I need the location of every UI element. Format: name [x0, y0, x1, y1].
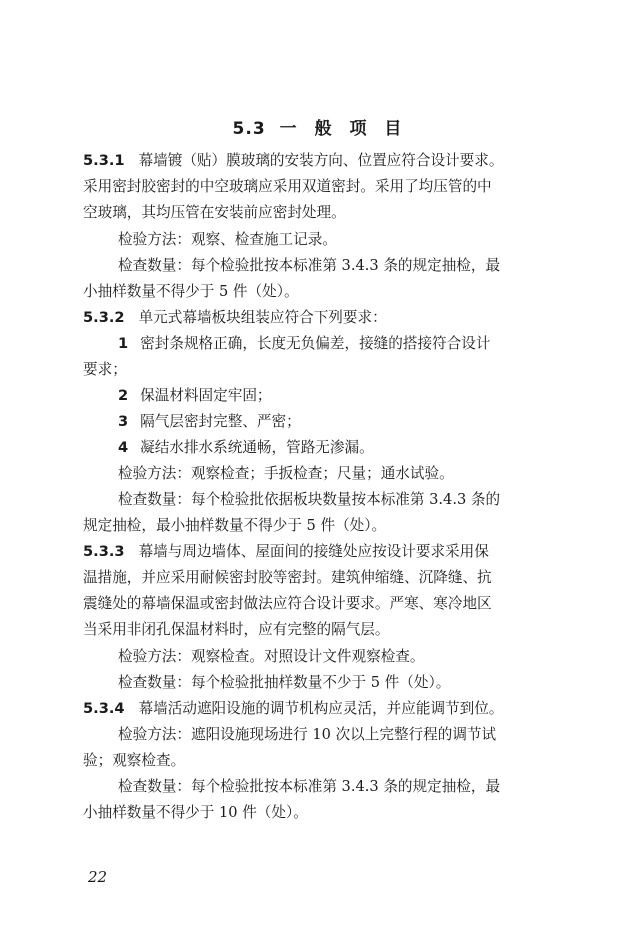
clause-5-3-1-quantity-2: 小抽样数量不得少于 5 件（处）。 — [83, 283, 299, 300]
clause-5-3-2-method: 检验方法：观察检查；手扳检查；尺量；通水试验。 — [118, 465, 454, 482]
clause-5-3-3-method: 检验方法：观察检查。对照设计文件观察检查。 — [118, 648, 425, 665]
clause-5-3-4-method-2: 验；观察检查。 — [83, 752, 186, 769]
list-item-number: 4 — [118, 439, 129, 456]
list-item-1-continued: 要求； — [83, 361, 127, 378]
list-item-3 — [118, 412, 598, 432]
section-number: 5.3 — [232, 119, 266, 139]
clause-5-3-1-quantity-1: 检查数量：每个检验批按本标准第 3.4.3 条的规定抽检，最 — [118, 257, 501, 274]
clause-5-3-1-line-3: 空玻璃，其均压管在安装前应密封处理。 — [83, 204, 346, 221]
clause-5-3-2-quantity-2: 规定抽检，最小抽样数量不得少于 5 件（处）。 — [83, 517, 387, 534]
list-item-number: 2 — [118, 387, 129, 404]
clause-5-3-1-line-2: 采用密封胶密封的中空玻璃应采用双道密封。采用了均压管的中 — [83, 178, 492, 195]
list-item-1 — [118, 334, 598, 354]
clause-5-3-3-line-4: 当采用非闭孔保温材料时，应有完整的隔气层。 — [83, 621, 390, 638]
clause-number: 5.3.3 — [83, 543, 125, 560]
list-item-4 — [118, 438, 598, 458]
list-item-text: 隔气层密封完整、严密； — [140, 413, 301, 430]
clause-5-3-4-line-1 — [83, 699, 563, 719]
clause-5-3-4-quantity-1: 检查数量：每个检验批按本标准第 3.4.3 条的规定抽检，最 — [118, 778, 501, 795]
clause-5-3-3-line-3: 震缝处的幕墙保温或密封做法应符合设计要求。严寒、寒冷地区 — [83, 595, 492, 612]
clause-5-3-1-method: 检验方法：观察、检查施工记录。 — [118, 231, 337, 248]
clause-text: 幕墙与周边墙体、屋面间的接缝处应按设计要求采用保 — [138, 543, 489, 560]
clause-text: 幕墙活动遮阳设施的调节机构应灵活，并应能调节到位。 — [138, 700, 504, 717]
list-item-2 — [118, 386, 598, 406]
list-item-number: 3 — [118, 413, 129, 430]
clause-5-3-3-line-1 — [83, 542, 563, 562]
clause-5-3-1-line-1 — [83, 151, 563, 171]
clause-5-3-4-quantity-2: 小抽样数量不得少于 10 件（处）。 — [83, 804, 308, 821]
section-title: 一 般 项 目 — [279, 119, 408, 139]
list-item-text: 凝结水排水系统通畅，管路无渗漏。 — [140, 439, 374, 456]
clause-5-3-3-line-2: 温措施，并应采用耐候密封胶等密封。建筑伸缩缝、沉降缝、抗 — [83, 569, 492, 586]
clause-number: 5.3.2 — [83, 309, 125, 326]
clause-text: 单元式幕墙板块组装应符合下列要求： — [138, 309, 387, 326]
list-item-text: 密封条规格正确，长度无负偏差，接缝的搭接符合设计 — [140, 335, 491, 352]
clause-number: 5.3.4 — [83, 700, 125, 717]
list-item-number: 1 — [118, 335, 129, 352]
clause-5-3-4-method-1: 检验方法：遮阳设施现场进行 10 次以上完整行程的调节试 — [118, 726, 497, 743]
clause-5-3-2-quantity-1: 检查数量：每个检验批依据板块数量按本标准第 3.4.3 条的 — [118, 491, 501, 508]
clause-text: 幕墙镀（贴）膜玻璃的安装方向、位置应符合设计要求。 — [138, 152, 504, 169]
clause-number: 5.3.1 — [83, 152, 125, 169]
clause-5-3-3-quantity: 检查数量：每个检验批抽样数量不少于 5 件（处）。 — [118, 674, 451, 691]
clause-5-3-2-line-1 — [83, 308, 563, 328]
list-item-text: 保温材料固定牢固； — [140, 387, 272, 404]
section-heading — [0, 114, 640, 139]
page-number: 22 — [88, 868, 108, 886]
